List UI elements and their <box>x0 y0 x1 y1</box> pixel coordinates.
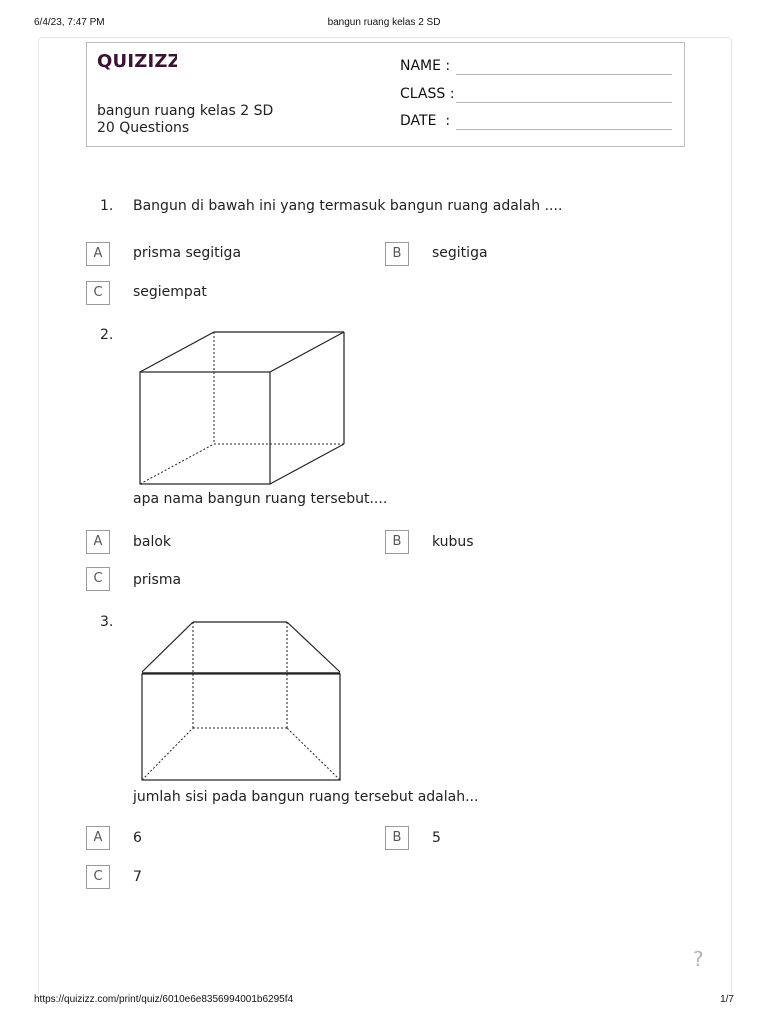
question-text: Bangun di bawah ini yang termasuk bangun ruang adalah .... <box>133 198 563 214</box>
logo-wordmark: QUIZIZZ <box>97 51 177 72</box>
print-url: https://quizizz.com/print/quiz/6010e6e8356994001b6295f4 <box>34 994 294 1005</box>
name-line <box>456 74 672 75</box>
print-timestamp: 6/4/23, 7:47 PM <box>34 17 105 28</box>
question-number: 3. <box>100 614 114 630</box>
worksheet-page <box>38 37 732 994</box>
cube-edge <box>270 332 344 372</box>
cube-hidden-edge <box>140 444 214 484</box>
cube-edge <box>270 444 344 484</box>
question-number: 2. <box>100 327 114 343</box>
trapezoidal-prism-figure <box>136 616 348 786</box>
question-mark-icon[interactable]: ? <box>693 947 704 971</box>
option-a-text: prisma segitiga <box>133 245 242 261</box>
print-header <box>0 0 768 34</box>
quizizz-logo-mark <box>97 50 177 72</box>
option-b-text: 5 <box>432 830 441 846</box>
prism-hidden-edge <box>287 728 340 780</box>
cube-front-face <box>140 372 270 484</box>
prism-edge <box>142 622 193 672</box>
question-text: jumlah sisi pada bangun ruang tersebut adalah... <box>133 789 479 805</box>
class-line <box>456 102 672 103</box>
option-c-text: segiempat <box>133 284 207 300</box>
option-b-text: kubus <box>432 534 474 550</box>
option-a-text: 6 <box>133 830 142 846</box>
option-c-box[interactable]: C <box>86 281 110 305</box>
class-label: CLASS : <box>400 86 455 102</box>
option-b-box[interactable]: B <box>385 530 409 554</box>
date-label: DATE : <box>400 113 451 129</box>
question-count: 20 Questions <box>97 120 190 136</box>
option-b-text: segitiga <box>432 245 488 261</box>
cube-edge <box>140 332 214 372</box>
prism-edge <box>287 622 340 672</box>
prism-front-face <box>142 674 340 780</box>
date-field <box>400 113 450 129</box>
option-c-box[interactable]: C <box>86 567 110 591</box>
option-c-text: 7 <box>133 869 142 885</box>
option-a-text: balok <box>133 534 172 550</box>
question-number: 1. <box>100 198 114 214</box>
quiz-title: bangun ruang kelas 2 SD <box>97 103 274 119</box>
option-b-box[interactable]: B <box>385 242 409 266</box>
cube-figure <box>132 324 352 490</box>
print-footer <box>0 994 768 1024</box>
option-a-box[interactable]: A <box>86 826 110 850</box>
option-a-box[interactable]: A <box>86 530 110 554</box>
class-field <box>400 86 454 102</box>
name-field <box>400 58 450 74</box>
option-c-text: prisma <box>133 572 182 588</box>
date-line <box>456 129 672 130</box>
option-a-box[interactable]: A <box>86 242 110 266</box>
worksheet-header <box>86 42 685 147</box>
option-c-box[interactable]: C <box>86 865 110 889</box>
option-b-box[interactable]: B <box>385 826 409 850</box>
prism-hidden-edge <box>142 728 193 780</box>
question-text: apa nama bangun ruang tersebut.... <box>133 491 388 507</box>
quizizz-logo <box>97 50 177 77</box>
print-page-number: 1/7 <box>720 994 734 1005</box>
name-label: NAME : <box>400 58 451 74</box>
print-page-title: bangun ruang kelas 2 SD <box>327 17 441 28</box>
